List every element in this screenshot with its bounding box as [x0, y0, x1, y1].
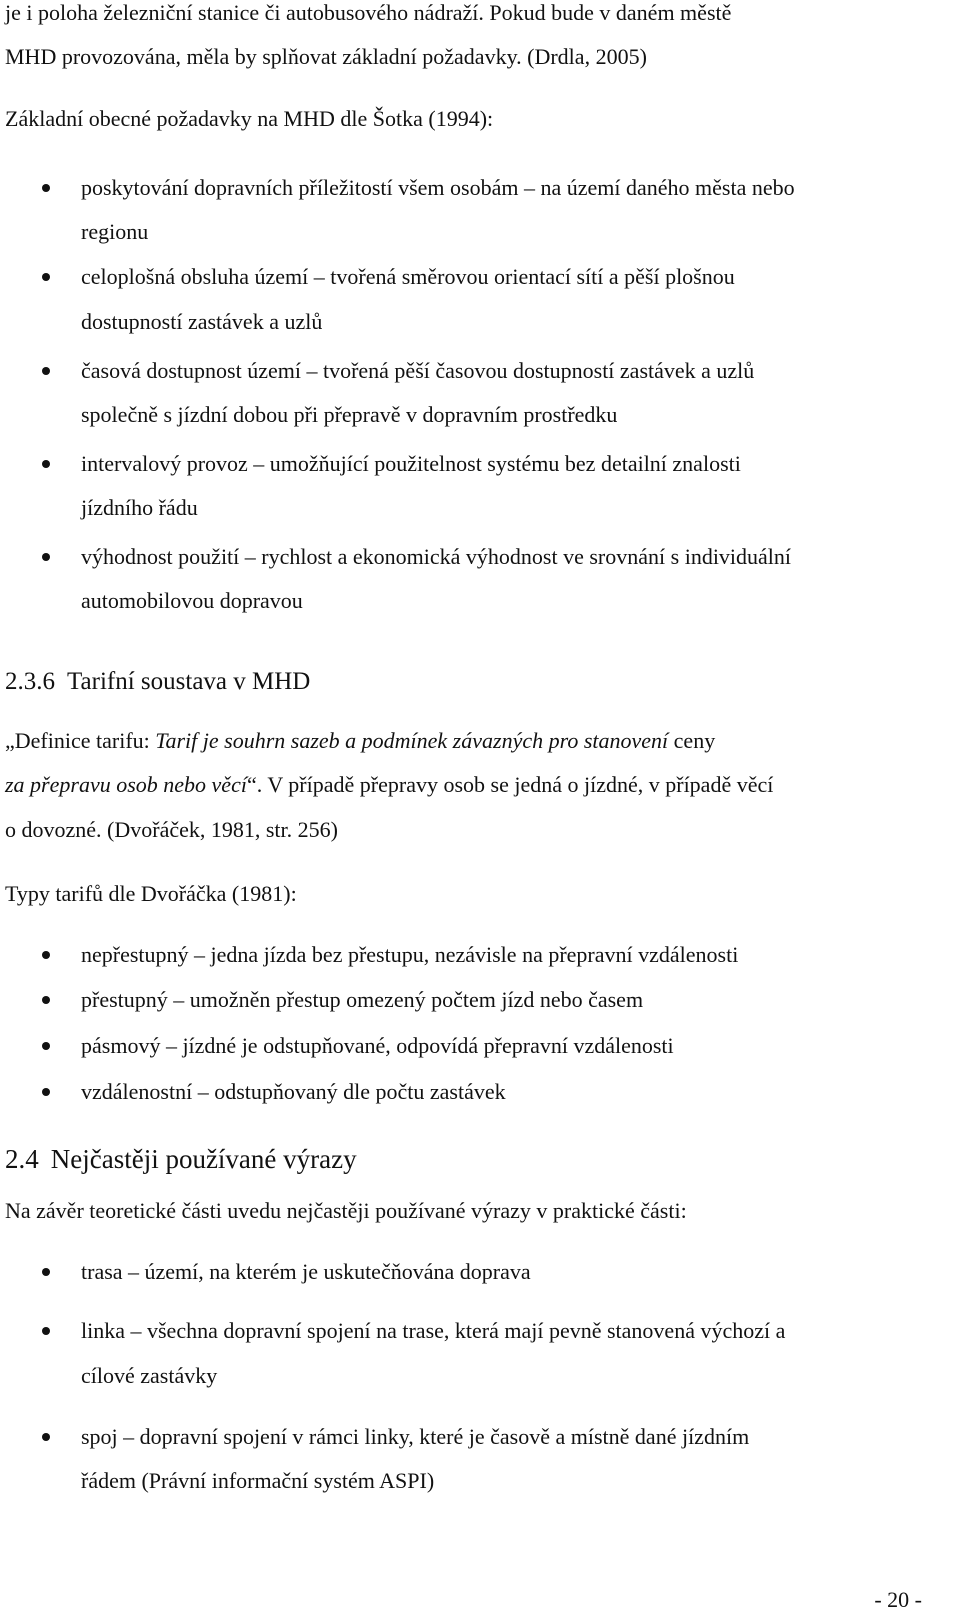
list-item-line-1: výhodnost použití – rychlost a ekonomická výhodnost ve srovnání s individuální	[81, 544, 792, 569]
bullet-icon	[42, 1327, 50, 1335]
list-item-line-1: časová dostupnost území – tvořená pěší časovou dostupností zastávek a uzlů	[81, 358, 755, 383]
list-item-line-1: intervalový provoz – umožňující použitelnost systému bez detailní znalosti	[81, 451, 741, 476]
section-number: 2.4	[5, 1144, 39, 1174]
section-title: Tarifní soustava v MHD	[67, 668, 311, 695]
bullet-icon	[42, 1433, 50, 1441]
section-heading-2-3-6	[5, 667, 310, 697]
definition-line-3: o dovozné. (Dvořáček, 1981, str. 256)	[5, 817, 338, 842]
terms-intro: Na závěr teoretické části uvedu nejčastěji používané výrazy v praktické části:	[5, 1198, 687, 1223]
list-item-line-1: poskytování dopravních příležitostí všem osobám – na území daného města nebo	[81, 175, 795, 200]
intro-line-2: MHD provozována, měla by splňovat základní požadavky. (Drdla, 2005)	[5, 44, 647, 69]
section-number: 2.3.6	[5, 668, 55, 695]
section-heading-2-4	[5, 1143, 357, 1175]
bullet-icon	[42, 1042, 50, 1050]
list-item-line-1: celoplošná obsluha území – tvořená směrovou orientací sítí a pěší plošnou	[81, 264, 735, 289]
list-item-text: pásmový – jízdné je odstupňované, odpovídá přepravní vzdálenosti	[81, 1033, 674, 1058]
list-item-line-2: cílové zastávky	[81, 1363, 218, 1388]
list-item-line-1: trasa – území, na kterém je uskutečňována doprava	[81, 1259, 531, 1284]
bullet-icon	[42, 184, 50, 192]
bullet-icon	[42, 951, 50, 959]
definition-line-1: „Definice tarifu: Tarif je souhrn sazeb a podmínek závazných pro stanovení ceny	[5, 728, 716, 753]
list-item-text: vzdálenostní – odstupňovaný dle počtu zastávek	[81, 1079, 506, 1104]
list-item-line-2: řádem (Právní informační systém ASPI)	[81, 1468, 435, 1493]
list-item-line-2: dostupností zastávek a uzlů	[81, 309, 323, 334]
bullet-icon	[42, 1268, 50, 1276]
bullet-icon	[42, 367, 50, 375]
list-item-line-2: regionu	[81, 219, 149, 244]
requirements-heading: Základní obecné požadavky na MHD dle Šotka (1994):	[5, 106, 494, 131]
bullet-icon	[42, 996, 50, 1004]
list-item-text: nepřestupný – jedna jízda bez přestupu, nezávisle na přepravní vzdálenosti	[81, 942, 739, 967]
list-item-line-1: spoj – dopravní spojení v rámci linky, které je časově a místně dané jízdním	[81, 1424, 750, 1449]
list-item-line-2: automobilovou dopravou	[81, 588, 303, 613]
list-item-text: přestupný – umožněn přestup omezený počtem jízd nebo časem	[81, 987, 644, 1012]
bullet-icon	[42, 273, 50, 281]
bullet-icon	[42, 460, 50, 468]
tariff-types-heading: Typy tarifů dle Dvořáčka (1981):	[5, 881, 297, 906]
bullet-icon	[42, 553, 50, 561]
list-item-line-2: společně s jízdní dobou při přepravě v dopravním prostředku	[81, 402, 618, 427]
definition-line-2: za přepravu osob nebo věcí“. V případě přepravy osob se jedná o jízdné, v případě věcí	[5, 772, 774, 797]
bullet-icon	[42, 1088, 50, 1096]
list-item-line-1: linka – všechna dopravní spojení na trase, která mají pevně stanovená výchozí a	[81, 1318, 786, 1343]
list-item-line-2: jízdního řádu	[81, 495, 198, 520]
page-number: - 20 -	[874, 1587, 922, 1612]
section-title: Nejčastěji používané výrazy	[50, 1144, 357, 1174]
intro-line-1: je i poloha železniční stanice či autobusového nádraží. Pokud bude v daném městě	[5, 0, 732, 25]
